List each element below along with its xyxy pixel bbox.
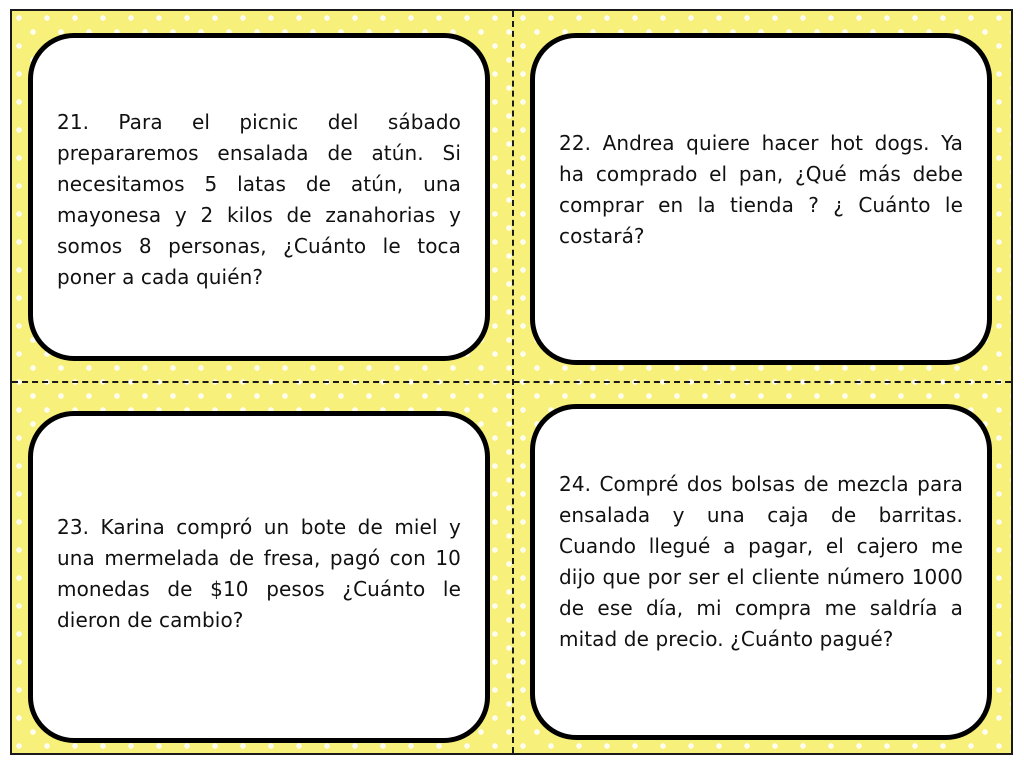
task-card-22-text: 22. Andrea quiere hacer hot dogs. Ya ha comprado el pan, ¿Qué más debe comprar en la tienda ? ¿ Cuánto le costará? <box>559 131 963 248</box>
task-card-24-text: 24. Compré dos bolsas de mezcla para ensalada y una caja de barritas. Cuando llegué a pagar, el cajero me dijo que por ser el cliente número 1000 de ese día, mi compra me saldría a mitad de precio. ¿Cuánto pagué? <box>559 472 963 651</box>
task-card-21-text: 21. Para el picnic del sábado prepararemos ensalada de atún. Si necesitamos 5 latas de atún, una mayonesa y 2 kilos de zanahorias y somos 8 personas, ¿Cuánto le toca poner a cada quién? <box>57 110 461 289</box>
task-card-21 <box>28 33 490 361</box>
task-card-23-text: 23. Karina compró un bote de miel y una mermelada de fresa, pagó con 10 monedas de $10 pesos ¿Cuánto le dieron de cambio? <box>57 515 461 632</box>
task-card-sheet <box>10 9 1013 755</box>
horizontal-cut-line <box>12 381 1011 383</box>
task-card-24 <box>530 404 992 740</box>
task-card-23 <box>28 411 490 743</box>
task-card-22 <box>530 33 992 365</box>
